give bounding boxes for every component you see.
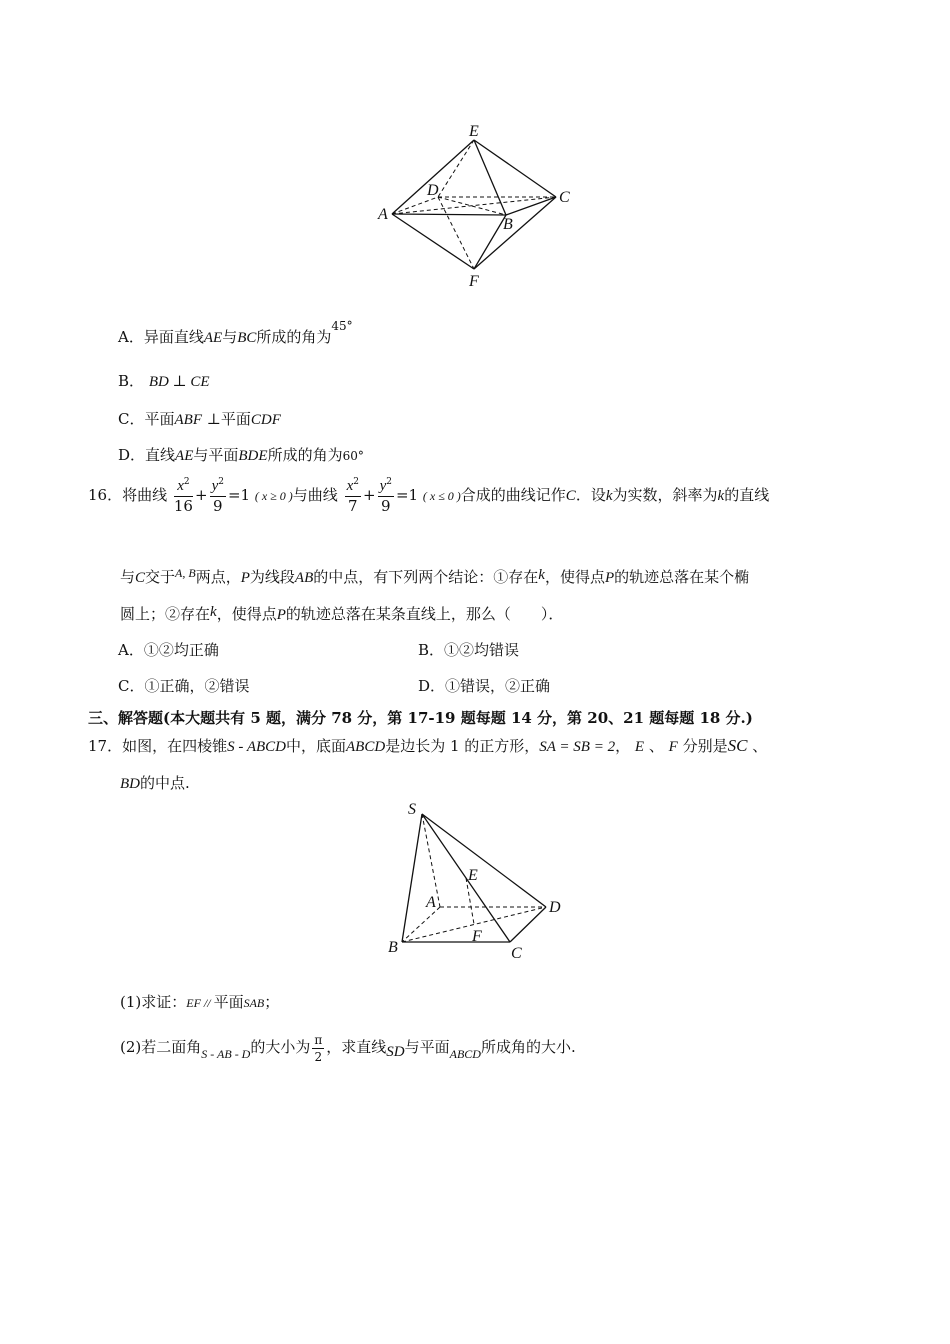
angle-45: 45° bbox=[331, 319, 353, 333]
label-B: B bbox=[388, 939, 398, 956]
label-D: D bbox=[427, 182, 439, 199]
q16-line2: 与C交于$^{A, B}$两点，P为线段AB的中点，有下列两个结论：①存在k，使得点P的轨迹总落在某个椭 bbox=[120, 566, 750, 586]
section-3-heading: 三、解答题(本大题共有 5 题，满分 78 分，第 17-19 题每题 14 分，第 20、21 题每题 18 分.) bbox=[88, 709, 753, 727]
label-S: S bbox=[408, 801, 416, 818]
label-F: F bbox=[472, 928, 482, 945]
q16-line3: 圆上；②存在k，使得点P的轨迹总落在某条直线上，那么（ ）． bbox=[120, 604, 564, 623]
q17-line2: BD的中点. bbox=[120, 774, 190, 792]
q15-option-c: C．平面ABF ⊥平面CDF bbox=[118, 410, 281, 428]
label-E: E bbox=[469, 123, 479, 140]
label-C: C bbox=[511, 945, 522, 962]
q16-option-d: D．①错误，②正确 bbox=[418, 677, 551, 695]
q15-option-d: D．直线AE与平面BDE所成的角为60° bbox=[118, 446, 364, 464]
label-B: B bbox=[503, 216, 513, 233]
q16-line1: 16．将曲线 $\frac{x^2}{16}$ + $\frac{y^2}{9}$ =1 ( x ≥ 0 )与曲线 $\frac{x^2}{7}$ + $\frac{y^2}{9}$ =1 ( x ≤ 0 )合成的曲线记作C．设k为实数，斜率为k的直线 bbox=[88, 477, 770, 515]
pyramid-figure bbox=[380, 800, 580, 965]
q16-option-c: C．①正确，②错误 bbox=[118, 677, 250, 695]
label-C: C bbox=[559, 189, 570, 206]
q17-line1: 17．如图，在四棱锥S - ABCD中，底面ABCD是边长为 1 的正方形，SA = SB = 2， E 、 F 分别是SC 、 bbox=[88, 736, 768, 755]
label-A: A bbox=[378, 206, 388, 223]
q15-option-b: B． BD ⊥ CE bbox=[118, 372, 210, 390]
label-E: E bbox=[468, 867, 478, 884]
q15-option-a: A．异面直线AE与BC所成的角为$^{45^\circ}$ bbox=[118, 319, 353, 346]
label-F: F bbox=[469, 273, 479, 290]
q16-option-b: B．①②均错误 bbox=[418, 641, 520, 659]
label-D: D bbox=[549, 899, 561, 916]
q16-option-a: A．①②均正确 bbox=[118, 641, 219, 659]
q17-part2: (2)若二面角$_{S - AB - D}$的大小为 $\frac{\pi}{2}$ ，求直线SD与平面$_{ABCD}$所成角的大小. bbox=[120, 1032, 576, 1064]
q17-part1: (1)求证：EF // 平面SAB； bbox=[120, 993, 280, 1011]
octahedron-figure bbox=[370, 118, 590, 293]
label-A: A bbox=[426, 894, 436, 911]
